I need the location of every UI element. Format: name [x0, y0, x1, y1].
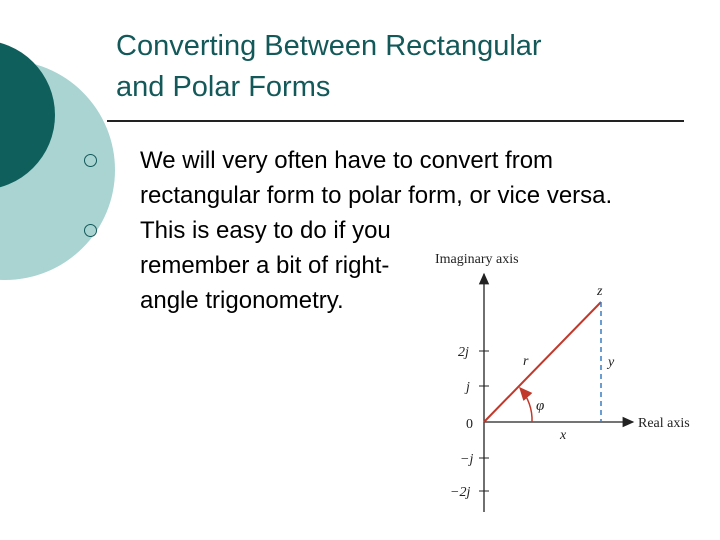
bullet-marker-icon — [84, 154, 97, 167]
tick-label-j: j — [466, 380, 470, 395]
bullet-item — [80, 143, 640, 213]
bullet-marker-icon — [84, 224, 97, 237]
complex-plane-figure — [420, 240, 710, 520]
label-x: x — [560, 428, 567, 443]
real-axis-label: Real axis — [638, 416, 690, 431]
label-phi: φ — [536, 398, 545, 414]
bullet-item — [80, 213, 400, 318]
title-underline — [107, 120, 684, 122]
label-r: r — [523, 354, 529, 369]
tick-label-2j: 2j — [458, 345, 469, 360]
imaginary-axis-label: Imaginary axis — [435, 252, 519, 267]
title-line-2: and Polar Forms — [116, 71, 331, 103]
slide-title — [116, 26, 696, 108]
label-y: y — [608, 355, 615, 370]
title-line-1: Converting Between Rectangular — [116, 30, 542, 62]
tick-label-0: 0 — [466, 417, 473, 432]
tick-label-neg-j: −j — [460, 452, 474, 467]
angle-arc — [520, 388, 532, 422]
bullet-text: We will very often have to convert from rectangular form to polar form, or vice versa. — [140, 147, 613, 209]
tick-label-neg-2j: −2j — [450, 485, 471, 500]
label-z: z — [597, 284, 603, 299]
bullet-text: This is easy to do if you remember a bit of right-angle trigonometry. — [140, 217, 391, 314]
